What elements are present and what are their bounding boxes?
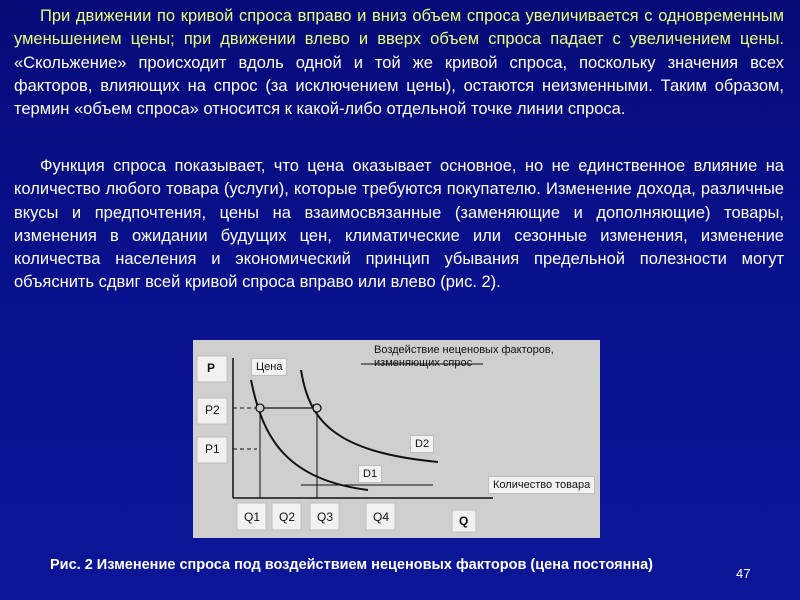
paragraph-highlight: При движении по кривой спроса вправо и вниз объем спроса увеличивается с одновременным уменьшением цены; при движении влево и вверх объем спроса падает с увеличением цены. [14, 7, 784, 49]
demand-curve-d1 [251, 380, 368, 490]
price-label: Цена [251, 358, 287, 376]
demand-shift-figure [193, 340, 600, 538]
q-axis-label: Q [459, 514, 469, 528]
paragraph-text: Функция спроса показывает, что цена оказывает основное, но не единственное влияние на количество любого товара (услуги), которые требуются покупателю. Изменение дохода, различные вкусы и предпочтения, цены на взаимосвязанные (заменяющие и дополняющие) товары, изменения в ожидании будущих цен, климатические или сезонные изменения, изменение количества населения и экономический принцип убывания предельной полезности могут объяснить сдвиг всей кривой спроса вправо или влево (рис. 2). [14, 157, 784, 292]
paragraph-movement-along-curve [14, 5, 784, 121]
p2-label: P2 [205, 403, 220, 417]
q4-label: Q4 [373, 510, 390, 524]
p-axis-label: P [207, 361, 216, 375]
point-d2-p2 [313, 404, 321, 412]
q2-label: Q2 [279, 510, 296, 524]
annotation-line-2: изменяющих спрос [374, 357, 473, 369]
q3-label: Q3 [317, 510, 334, 524]
d1-label: D1 [358, 465, 382, 483]
d2-label: D2 [410, 435, 434, 453]
non-price-annotation [370, 342, 558, 372]
point-d1-p2 [256, 404, 264, 412]
figure-caption: Рис. 2 Изменение спроса под воздействием неценовых факторов (цена постоянна) [50, 557, 654, 573]
annotation-line-1: Воздействие неценовых факторов, [374, 344, 554, 356]
page-number: 47 [736, 566, 751, 581]
paragraph-text: «Скольжение» происходит вдоль одной и той же кривой спроса, поскольку значения всех факторов, влияющих на спрос (за исключением цены), остаются неизменными. Таким образом, термин «объем спроса» относится к какой-либо отдельной точке линии спроса. [14, 53, 784, 119]
q1-label: Q1 [244, 510, 261, 524]
p1-label: P1 [205, 442, 220, 456]
paragraph-demand-function [14, 155, 784, 295]
quantity-label: Количество товара [488, 476, 595, 494]
